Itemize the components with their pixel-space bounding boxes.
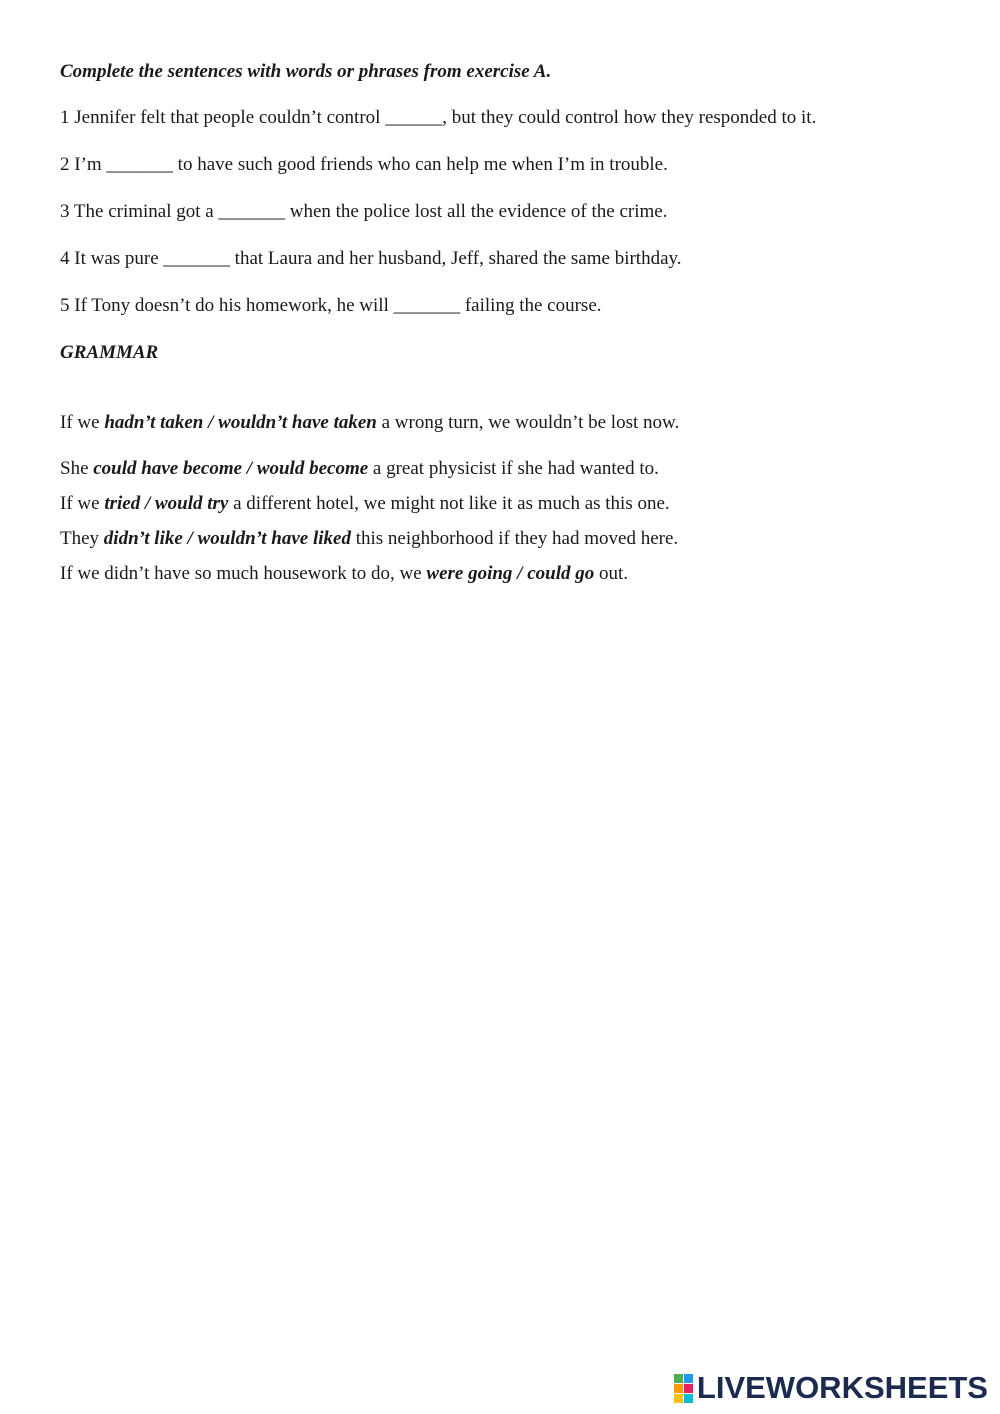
grammar-options[interactable]: tried / would try (104, 493, 229, 514)
grammar-options[interactable]: didn’t like / wouldn’t have liked (103, 528, 351, 549)
exercise-a-list (60, 104, 960, 320)
logo-mark-cell (684, 1394, 693, 1403)
exercise-sentence-5: 5 If Tony doesn’t do his homework, he will _______ failing the course. (60, 295, 602, 316)
grammar-text-before: If we (60, 493, 105, 514)
logo-mark-cell (674, 1374, 683, 1383)
grammar-text-after: this neighborhood if they had moved here. (350, 528, 679, 549)
grammar-heading: GRAMMAR (60, 342, 159, 363)
worksheet-page (60, 58, 960, 588)
logo-mark-icon (674, 1374, 693, 1403)
grammar-text-after: out. (594, 563, 629, 584)
grammar-text-after: a great physicist if she had wanted to. (368, 458, 659, 479)
grammar-text-after: a wrong turn, we wouldn’t be lost now. (376, 412, 680, 433)
grammar-item-3 (60, 490, 960, 518)
grammar-text-before: If we didn’t have so much housework to do, we (60, 563, 427, 584)
logo-mark-cell (674, 1384, 683, 1393)
exercise-sentence-4: 4 It was pure _______ that Laura and her husband, Jeff, shared the same birthday. (60, 248, 682, 269)
grammar-options[interactable]: could have become / would become (93, 458, 369, 479)
grammar-options[interactable]: hadn’t taken / wouldn’t have taken (104, 412, 377, 433)
exercise-sentence-2: 2 I’m _______ to have such good friends who can help me when I’m in trouble. (60, 154, 668, 175)
grammar-item-5 (60, 560, 960, 588)
grammar-item-2 (60, 455, 960, 483)
grammar-item-1 (60, 409, 960, 437)
grammar-text-before: If we (60, 412, 105, 433)
logo-mark-cell (674, 1394, 683, 1403)
logo-text: LIVEWORKSHEETS (696, 1370, 988, 1405)
grammar-text-before: They (60, 528, 104, 549)
logo-mark-cell (684, 1384, 693, 1393)
grammar-item-4 (60, 525, 960, 553)
grammar-options[interactable]: were going / could go (426, 563, 595, 584)
grammar-text-after: a different hotel, we might not like it as much as this one. (228, 493, 670, 514)
exercise-instruction: Complete the sentences with words or phrases from exercise A. (60, 61, 552, 82)
grammar-text-before: She (60, 458, 94, 479)
grammar-list (60, 409, 960, 588)
exercise-sentence-3: 3 The criminal got a _______ when the police lost all the evidence of the crime. (60, 201, 668, 222)
logo-mark-cell (684, 1374, 693, 1383)
liveworksheets-logo (674, 1370, 988, 1406)
exercise-sentence-1: 1 Jennifer felt that people couldn’t control ______, but they could control how they responded to it. (60, 107, 817, 128)
